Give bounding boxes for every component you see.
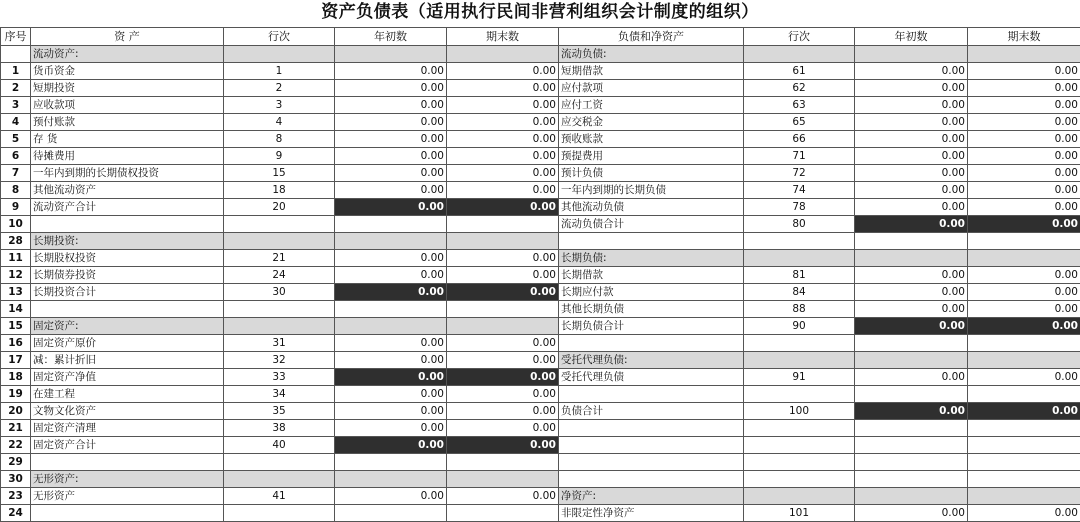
- asset-item-name[interactable]: 其他流动资产: [31, 182, 224, 199]
- liability-item-name[interactable]: 非限定性净资产: [559, 505, 744, 522]
- asset-section-fill[interactable]: [224, 318, 335, 335]
- liability-empty-cell[interactable]: [855, 335, 968, 352]
- asset-section-fill[interactable]: [447, 318, 559, 335]
- liability-begin-amount[interactable]: 0.00: [855, 131, 968, 148]
- liability-section-fill[interactable]: [855, 488, 968, 505]
- liability-empty-cell[interactable]: [855, 437, 968, 454]
- header-line-2: 行次: [744, 28, 855, 46]
- asset-end-amount[interactable]: 0.00: [447, 335, 559, 352]
- asset-empty-cell[interactable]: [31, 454, 224, 471]
- asset-item-name[interactable]: 减：累计折旧: [31, 352, 224, 369]
- asset-end-amount[interactable]: 0.00: [447, 250, 559, 267]
- liability-begin-amount[interactable]: 0.00: [855, 63, 968, 80]
- asset-line-number[interactable]: 2: [224, 80, 335, 97]
- liability-begin-amount[interactable]: 0.00: [855, 80, 968, 97]
- asset-line-number[interactable]: 34: [224, 386, 335, 403]
- row-index-cell[interactable]: 6: [1, 148, 31, 165]
- asset-begin-amount[interactable]: 0.00: [335, 148, 447, 165]
- asset-item-name[interactable]: 固定资产净值: [31, 369, 224, 386]
- asset-item-name[interactable]: 货币资金: [31, 63, 224, 80]
- liability-begin-amount[interactable]: 0.00: [855, 369, 968, 386]
- table-row: [1, 437, 1080, 454]
- liability-empty-cell[interactable]: [968, 437, 1080, 454]
- asset-begin-amount[interactable]: 0.00: [335, 369, 447, 386]
- liability-empty-cell[interactable]: [855, 454, 968, 471]
- liability-begin-amount[interactable]: 0.00: [855, 182, 968, 199]
- liability-begin-amount[interactable]: 0.00: [855, 505, 968, 522]
- liability-item-name[interactable]: 应交税金: [559, 114, 744, 131]
- row-index-cell[interactable]: 10: [1, 216, 31, 233]
- header-begin: 年初数: [335, 28, 447, 46]
- header-end-2: 期末数: [968, 28, 1080, 46]
- asset-end-amount[interactable]: 0.00: [447, 369, 559, 386]
- asset-section-label[interactable]: 流动资产:: [31, 46, 224, 63]
- liability-begin-amount[interactable]: 0.00: [855, 114, 968, 131]
- row-index-cell[interactable]: 13: [1, 284, 31, 301]
- liability-begin-amount[interactable]: 0.00: [855, 165, 968, 182]
- asset-end-amount[interactable]: 0.00: [447, 131, 559, 148]
- table-row: [1, 301, 1080, 318]
- asset-item-name[interactable]: 无形资产: [31, 488, 224, 505]
- asset-begin-amount[interactable]: 0.00: [335, 250, 447, 267]
- liability-item-name[interactable]: 预计负债: [559, 165, 744, 182]
- row-index-cell[interactable]: 20: [1, 403, 31, 420]
- liability-empty-cell[interactable]: [855, 386, 968, 403]
- liability-begin-amount[interactable]: 0.00: [855, 97, 968, 114]
- asset-end-amount[interactable]: 0.00: [447, 63, 559, 80]
- asset-item-name[interactable]: 流动资产合计: [31, 199, 224, 216]
- liability-end-amount[interactable]: 0.00: [968, 97, 1080, 114]
- liability-empty-cell[interactable]: [744, 437, 855, 454]
- table-row: [1, 267, 1080, 284]
- table-row: [1, 165, 1080, 182]
- liability-empty-cell[interactable]: [968, 454, 1080, 471]
- liability-end-amount[interactable]: 0.00: [968, 131, 1080, 148]
- asset-begin-amount[interactable]: 0.00: [335, 488, 447, 505]
- liability-empty-cell[interactable]: [744, 386, 855, 403]
- asset-section-fill[interactable]: [335, 471, 447, 488]
- liability-empty-cell[interactable]: [968, 420, 1080, 437]
- liability-empty-cell[interactable]: [968, 471, 1080, 488]
- row-index-cell[interactable]: 21: [1, 420, 31, 437]
- asset-section-fill[interactable]: [447, 471, 559, 488]
- liability-line-number[interactable]: 63: [744, 97, 855, 114]
- liability-empty-cell[interactable]: [855, 471, 968, 488]
- asset-empty-cell[interactable]: [224, 216, 335, 233]
- liability-end-amount[interactable]: 0.00: [968, 199, 1080, 216]
- asset-begin-amount[interactable]: 0.00: [335, 63, 447, 80]
- liability-section-fill[interactable]: [968, 488, 1080, 505]
- asset-item-name[interactable]: 预付账款: [31, 114, 224, 131]
- liability-end-amount[interactable]: 0.00: [968, 63, 1080, 80]
- asset-section-fill[interactable]: [224, 233, 335, 250]
- row-index-cell[interactable]: 29: [1, 454, 31, 471]
- liability-empty-cell[interactable]: [559, 420, 744, 437]
- asset-item-name[interactable]: 短期投资: [31, 80, 224, 97]
- asset-item-name[interactable]: 一年内到期的长期债权投资: [31, 165, 224, 182]
- liability-end-amount[interactable]: 0.00: [968, 114, 1080, 131]
- liability-end-amount[interactable]: 0.00: [968, 284, 1080, 301]
- asset-end-amount[interactable]: 0.00: [447, 488, 559, 505]
- liability-end-amount[interactable]: 0.00: [968, 301, 1080, 318]
- liability-empty-cell[interactable]: [968, 233, 1080, 250]
- table-row: [1, 63, 1080, 80]
- asset-line-number[interactable]: 20: [224, 199, 335, 216]
- liability-section-fill[interactable]: [968, 352, 1080, 369]
- table-row: [1, 369, 1080, 386]
- table-row: [1, 420, 1080, 437]
- liability-item-name[interactable]: 长期借款: [559, 267, 744, 284]
- asset-item-name[interactable]: 待摊费用: [31, 148, 224, 165]
- table-row: [1, 488, 1080, 505]
- asset-empty-cell[interactable]: [224, 454, 335, 471]
- liability-empty-cell[interactable]: [744, 471, 855, 488]
- liability-empty-cell[interactable]: [744, 454, 855, 471]
- asset-empty-cell[interactable]: [224, 301, 335, 318]
- row-index-cell[interactable]: 17: [1, 352, 31, 369]
- liability-line-number[interactable]: 61: [744, 63, 855, 80]
- asset-begin-amount[interactable]: 0.00: [335, 335, 447, 352]
- asset-line-number[interactable]: 4: [224, 114, 335, 131]
- liability-begin-amount[interactable]: 0.00: [855, 267, 968, 284]
- liability-empty-cell[interactable]: [744, 335, 855, 352]
- liability-end-amount[interactable]: 0.00: [968, 369, 1080, 386]
- asset-line-number[interactable]: 9: [224, 148, 335, 165]
- asset-begin-amount[interactable]: 0.00: [335, 403, 447, 420]
- liability-empty-cell[interactable]: [968, 335, 1080, 352]
- liability-begin-amount[interactable]: 0.00: [855, 216, 968, 233]
- asset-empty-cell[interactable]: [447, 454, 559, 471]
- asset-section-fill[interactable]: [447, 46, 559, 63]
- asset-section-fill[interactable]: [447, 233, 559, 250]
- asset-line-number[interactable]: 32: [224, 352, 335, 369]
- liability-end-amount[interactable]: 0.00: [968, 165, 1080, 182]
- asset-line-number[interactable]: 31: [224, 335, 335, 352]
- table-row: [1, 233, 1080, 250]
- liability-empty-cell[interactable]: [744, 420, 855, 437]
- liability-begin-amount[interactable]: 0.00: [855, 284, 968, 301]
- liability-section-fill[interactable]: [968, 250, 1080, 267]
- sheet-title: 资产负债表（适用执行民间非营利组织会计制度的组织）: [0, 0, 1080, 27]
- asset-begin-amount[interactable]: 0.00: [335, 386, 447, 403]
- asset-end-amount[interactable]: 0.00: [447, 165, 559, 182]
- liability-line-number[interactable]: 65: [744, 114, 855, 131]
- header-begin-2: 年初数: [855, 28, 968, 46]
- liability-section-label[interactable]: 流动负债:: [559, 46, 744, 63]
- table-row: [1, 46, 1080, 63]
- asset-end-amount[interactable]: 0.00: [447, 114, 559, 131]
- liability-item-name[interactable]: 应付工资: [559, 97, 744, 114]
- asset-end-amount[interactable]: 0.00: [447, 420, 559, 437]
- asset-begin-amount[interactable]: 0.00: [335, 182, 447, 199]
- asset-section-fill[interactable]: [335, 46, 447, 63]
- asset-end-amount[interactable]: 0.00: [447, 182, 559, 199]
- liability-end-amount[interactable]: 0.00: [968, 148, 1080, 165]
- row-index-cell[interactable]: 11: [1, 250, 31, 267]
- asset-item-name[interactable]: 固定资产原价: [31, 335, 224, 352]
- asset-item-name[interactable]: 长期股权投资: [31, 250, 224, 267]
- asset-begin-amount[interactable]: 0.00: [335, 284, 447, 301]
- asset-begin-amount[interactable]: 0.00: [335, 97, 447, 114]
- liability-item-name[interactable]: 预提费用: [559, 148, 744, 165]
- row-index-cell[interactable]: 15: [1, 318, 31, 335]
- table-row: [1, 386, 1080, 403]
- liability-end-amount[interactable]: 0.00: [968, 403, 1080, 420]
- liability-empty-cell[interactable]: [855, 420, 968, 437]
- liability-begin-amount[interactable]: 0.00: [855, 403, 968, 420]
- liability-section-label[interactable]: 长期负债:: [559, 250, 744, 267]
- asset-section-label[interactable]: 长期投资:: [31, 233, 224, 250]
- asset-empty-cell[interactable]: [31, 216, 224, 233]
- sheet-body: [1, 46, 1080, 522]
- table-row: [1, 471, 1080, 488]
- table-row: [1, 131, 1080, 148]
- row-index-cell[interactable]: 7: [1, 165, 31, 182]
- asset-line-number[interactable]: 35: [224, 403, 335, 420]
- asset-empty-cell[interactable]: [447, 216, 559, 233]
- liability-item-name[interactable]: 其他长期负债: [559, 301, 744, 318]
- row-index-cell[interactable]: 3: [1, 97, 31, 114]
- liability-begin-amount[interactable]: 0.00: [855, 301, 968, 318]
- liability-item-name[interactable]: 预收账款: [559, 131, 744, 148]
- row-index-cell[interactable]: 4: [1, 114, 31, 131]
- asset-item-name[interactable]: 存 货: [31, 131, 224, 148]
- table-row: [1, 250, 1080, 267]
- asset-end-amount[interactable]: 0.00: [447, 437, 559, 454]
- asset-item-name[interactable]: 文物文化资产: [31, 403, 224, 420]
- table-row: [1, 352, 1080, 369]
- table-row: [1, 114, 1080, 131]
- liability-line-number[interactable]: 80: [744, 216, 855, 233]
- liability-section-label[interactable]: 受托代理负债:: [559, 352, 744, 369]
- liability-item-name[interactable]: 长期负债合计: [559, 318, 744, 335]
- asset-line-number[interactable]: 30: [224, 284, 335, 301]
- asset-line-number[interactable]: 33: [224, 369, 335, 386]
- asset-empty-cell[interactable]: [31, 301, 224, 318]
- row-index-cell[interactable]: 30: [1, 471, 31, 488]
- liability-line-number[interactable]: 78: [744, 199, 855, 216]
- table-row: [1, 403, 1080, 420]
- table-row: [1, 318, 1080, 335]
- asset-end-amount[interactable]: 0.00: [447, 403, 559, 420]
- liability-empty-cell[interactable]: [559, 335, 744, 352]
- row-index-cell[interactable]: [1, 46, 31, 63]
- asset-line-number[interactable]: 41: [224, 488, 335, 505]
- liability-line-number[interactable]: 90: [744, 318, 855, 335]
- liability-item-name[interactable]: 短期借款: [559, 63, 744, 80]
- liability-empty-cell[interactable]: [559, 437, 744, 454]
- asset-line-number[interactable]: 18: [224, 182, 335, 199]
- liability-begin-amount[interactable]: 0.00: [855, 199, 968, 216]
- asset-item-name[interactable]: 固定资产合计: [31, 437, 224, 454]
- row-index-cell[interactable]: 5: [1, 131, 31, 148]
- liability-item-name[interactable]: 长期应付款: [559, 284, 744, 301]
- liability-section-fill[interactable]: [744, 352, 855, 369]
- asset-begin-amount[interactable]: 0.00: [335, 420, 447, 437]
- asset-item-name[interactable]: 长期债券投资: [31, 267, 224, 284]
- asset-begin-amount[interactable]: 0.00: [335, 267, 447, 284]
- asset-item-name[interactable]: 固定资产清理: [31, 420, 224, 437]
- liability-line-number[interactable]: 72: [744, 165, 855, 182]
- liability-section-label[interactable]: 净资产:: [559, 488, 744, 505]
- liability-item-name[interactable]: 负债合计: [559, 403, 744, 420]
- header-row: [1, 28, 1080, 46]
- asset-line-number[interactable]: 3: [224, 97, 335, 114]
- asset-end-amount[interactable]: 0.00: [447, 97, 559, 114]
- asset-end-amount[interactable]: 0.00: [447, 80, 559, 97]
- liability-line-number[interactable]: 84: [744, 284, 855, 301]
- asset-section-fill[interactable]: [224, 46, 335, 63]
- table-row: [1, 148, 1080, 165]
- asset-item-name[interactable]: 应收款项: [31, 97, 224, 114]
- liability-section-fill[interactable]: [855, 352, 968, 369]
- liability-line-number[interactable]: 88: [744, 301, 855, 318]
- liability-line-number[interactable]: 100: [744, 403, 855, 420]
- asset-end-amount[interactable]: 0.00: [447, 199, 559, 216]
- asset-section-fill[interactable]: [335, 318, 447, 335]
- asset-begin-amount[interactable]: 0.00: [335, 131, 447, 148]
- liability-item-name[interactable]: 其他流动负债: [559, 199, 744, 216]
- asset-begin-amount[interactable]: 0.00: [335, 352, 447, 369]
- asset-item-name[interactable]: 在建工程: [31, 386, 224, 403]
- header-asset: 资 产: [31, 28, 224, 46]
- liability-empty-cell[interactable]: [744, 233, 855, 250]
- liability-empty-cell[interactable]: [855, 233, 968, 250]
- liability-line-number[interactable]: 101: [744, 505, 855, 522]
- row-index-cell[interactable]: 12: [1, 267, 31, 284]
- liability-item-name[interactable]: 应付款项: [559, 80, 744, 97]
- table-row: [1, 284, 1080, 301]
- asset-section-label[interactable]: 固定资产:: [31, 318, 224, 335]
- liability-item-name[interactable]: 受托代理负债: [559, 369, 744, 386]
- row-index-cell[interactable]: 16: [1, 335, 31, 352]
- asset-begin-amount[interactable]: 0.00: [335, 199, 447, 216]
- balance-sheet-table: [0, 27, 1080, 522]
- table-row: [1, 199, 1080, 216]
- asset-end-amount[interactable]: 0.00: [447, 267, 559, 284]
- asset-begin-amount[interactable]: 0.00: [335, 114, 447, 131]
- row-index-cell[interactable]: 23: [1, 488, 31, 505]
- asset-item-name[interactable]: 长期投资合计: [31, 284, 224, 301]
- liability-section-fill[interactable]: [744, 250, 855, 267]
- liability-section-fill[interactable]: [744, 46, 855, 63]
- header-line: 行次: [224, 28, 335, 46]
- row-index-cell[interactable]: 22: [1, 437, 31, 454]
- asset-empty-cell[interactable]: [335, 301, 447, 318]
- liability-empty-cell[interactable]: [559, 454, 744, 471]
- asset-empty-cell[interactable]: [335, 216, 447, 233]
- liability-section-fill[interactable]: [744, 488, 855, 505]
- liability-line-number[interactable]: 74: [744, 182, 855, 199]
- asset-end-amount[interactable]: 0.00: [447, 284, 559, 301]
- liability-line-number[interactable]: 81: [744, 267, 855, 284]
- asset-begin-amount[interactable]: 0.00: [335, 80, 447, 97]
- asset-end-amount[interactable]: 0.00: [447, 352, 559, 369]
- asset-section-fill[interactable]: [335, 233, 447, 250]
- asset-line-number[interactable]: 8: [224, 131, 335, 148]
- liability-item-name[interactable]: 流动负债合计: [559, 216, 744, 233]
- row-index-cell[interactable]: 8: [1, 182, 31, 199]
- liability-line-number[interactable]: 71: [744, 148, 855, 165]
- row-index-cell[interactable]: 2: [1, 80, 31, 97]
- liability-begin-amount[interactable]: 0.00: [855, 148, 968, 165]
- liability-section-fill[interactable]: [968, 46, 1080, 63]
- liability-end-amount[interactable]: 0.00: [968, 80, 1080, 97]
- liability-empty-cell[interactable]: [559, 233, 744, 250]
- table-row: [1, 454, 1080, 471]
- asset-line-number[interactable]: 15: [224, 165, 335, 182]
- row-index-cell[interactable]: 14: [1, 301, 31, 318]
- asset-section-fill[interactable]: [224, 471, 335, 488]
- liability-line-number[interactable]: 91: [744, 369, 855, 386]
- asset-end-amount[interactable]: 0.00: [447, 386, 559, 403]
- table-row: [1, 216, 1080, 233]
- liability-empty-cell[interactable]: [559, 386, 744, 403]
- asset-empty-cell[interactable]: [335, 454, 447, 471]
- liability-line-number[interactable]: 66: [744, 131, 855, 148]
- liability-empty-cell[interactable]: [559, 471, 744, 488]
- row-index-cell[interactable]: 19: [1, 386, 31, 403]
- row-index-cell[interactable]: 24: [1, 505, 31, 522]
- row-index-cell[interactable]: 28: [1, 233, 31, 250]
- table-row: [1, 182, 1080, 199]
- asset-empty-cell[interactable]: [447, 301, 559, 318]
- liability-empty-cell[interactable]: [968, 386, 1080, 403]
- asset-section-label[interactable]: 无形资产:: [31, 471, 224, 488]
- row-index-cell[interactable]: 18: [1, 369, 31, 386]
- header-index: 序号: [1, 28, 31, 46]
- liability-section-fill[interactable]: [855, 250, 968, 267]
- asset-begin-amount[interactable]: 0.00: [335, 437, 447, 454]
- liability-end-amount[interactable]: 0.00: [968, 267, 1080, 284]
- asset-line-number[interactable]: 1: [224, 63, 335, 80]
- liability-section-fill[interactable]: [855, 46, 968, 63]
- asset-line-number[interactable]: 24: [224, 267, 335, 284]
- asset-line-number[interactable]: 38: [224, 420, 335, 437]
- header-end: 期末数: [447, 28, 559, 46]
- table-row: [1, 335, 1080, 352]
- table-row: [1, 80, 1080, 97]
- asset-end-amount[interactable]: 0.00: [447, 148, 559, 165]
- row-index-cell[interactable]: 9: [1, 199, 31, 216]
- liability-item-name[interactable]: 一年内到期的长期负债: [559, 182, 744, 199]
- liability-begin-amount[interactable]: 0.00: [855, 318, 968, 335]
- liability-end-amount[interactable]: 0.00: [968, 182, 1080, 199]
- row-index-cell[interactable]: 1: [1, 63, 31, 80]
- liability-end-amount[interactable]: 0.00: [968, 318, 1080, 335]
- liability-end-amount[interactable]: 0.00: [968, 505, 1080, 522]
- table-row: [1, 97, 1080, 114]
- liability-line-number[interactable]: 62: [744, 80, 855, 97]
- asset-begin-amount[interactable]: 0.00: [335, 165, 447, 182]
- liability-end-amount[interactable]: 0.00: [968, 216, 1080, 233]
- header-liability: 负债和净资产: [559, 28, 744, 46]
- asset-line-number[interactable]: 21: [224, 250, 335, 267]
- asset-line-number[interactable]: 40: [224, 437, 335, 454]
